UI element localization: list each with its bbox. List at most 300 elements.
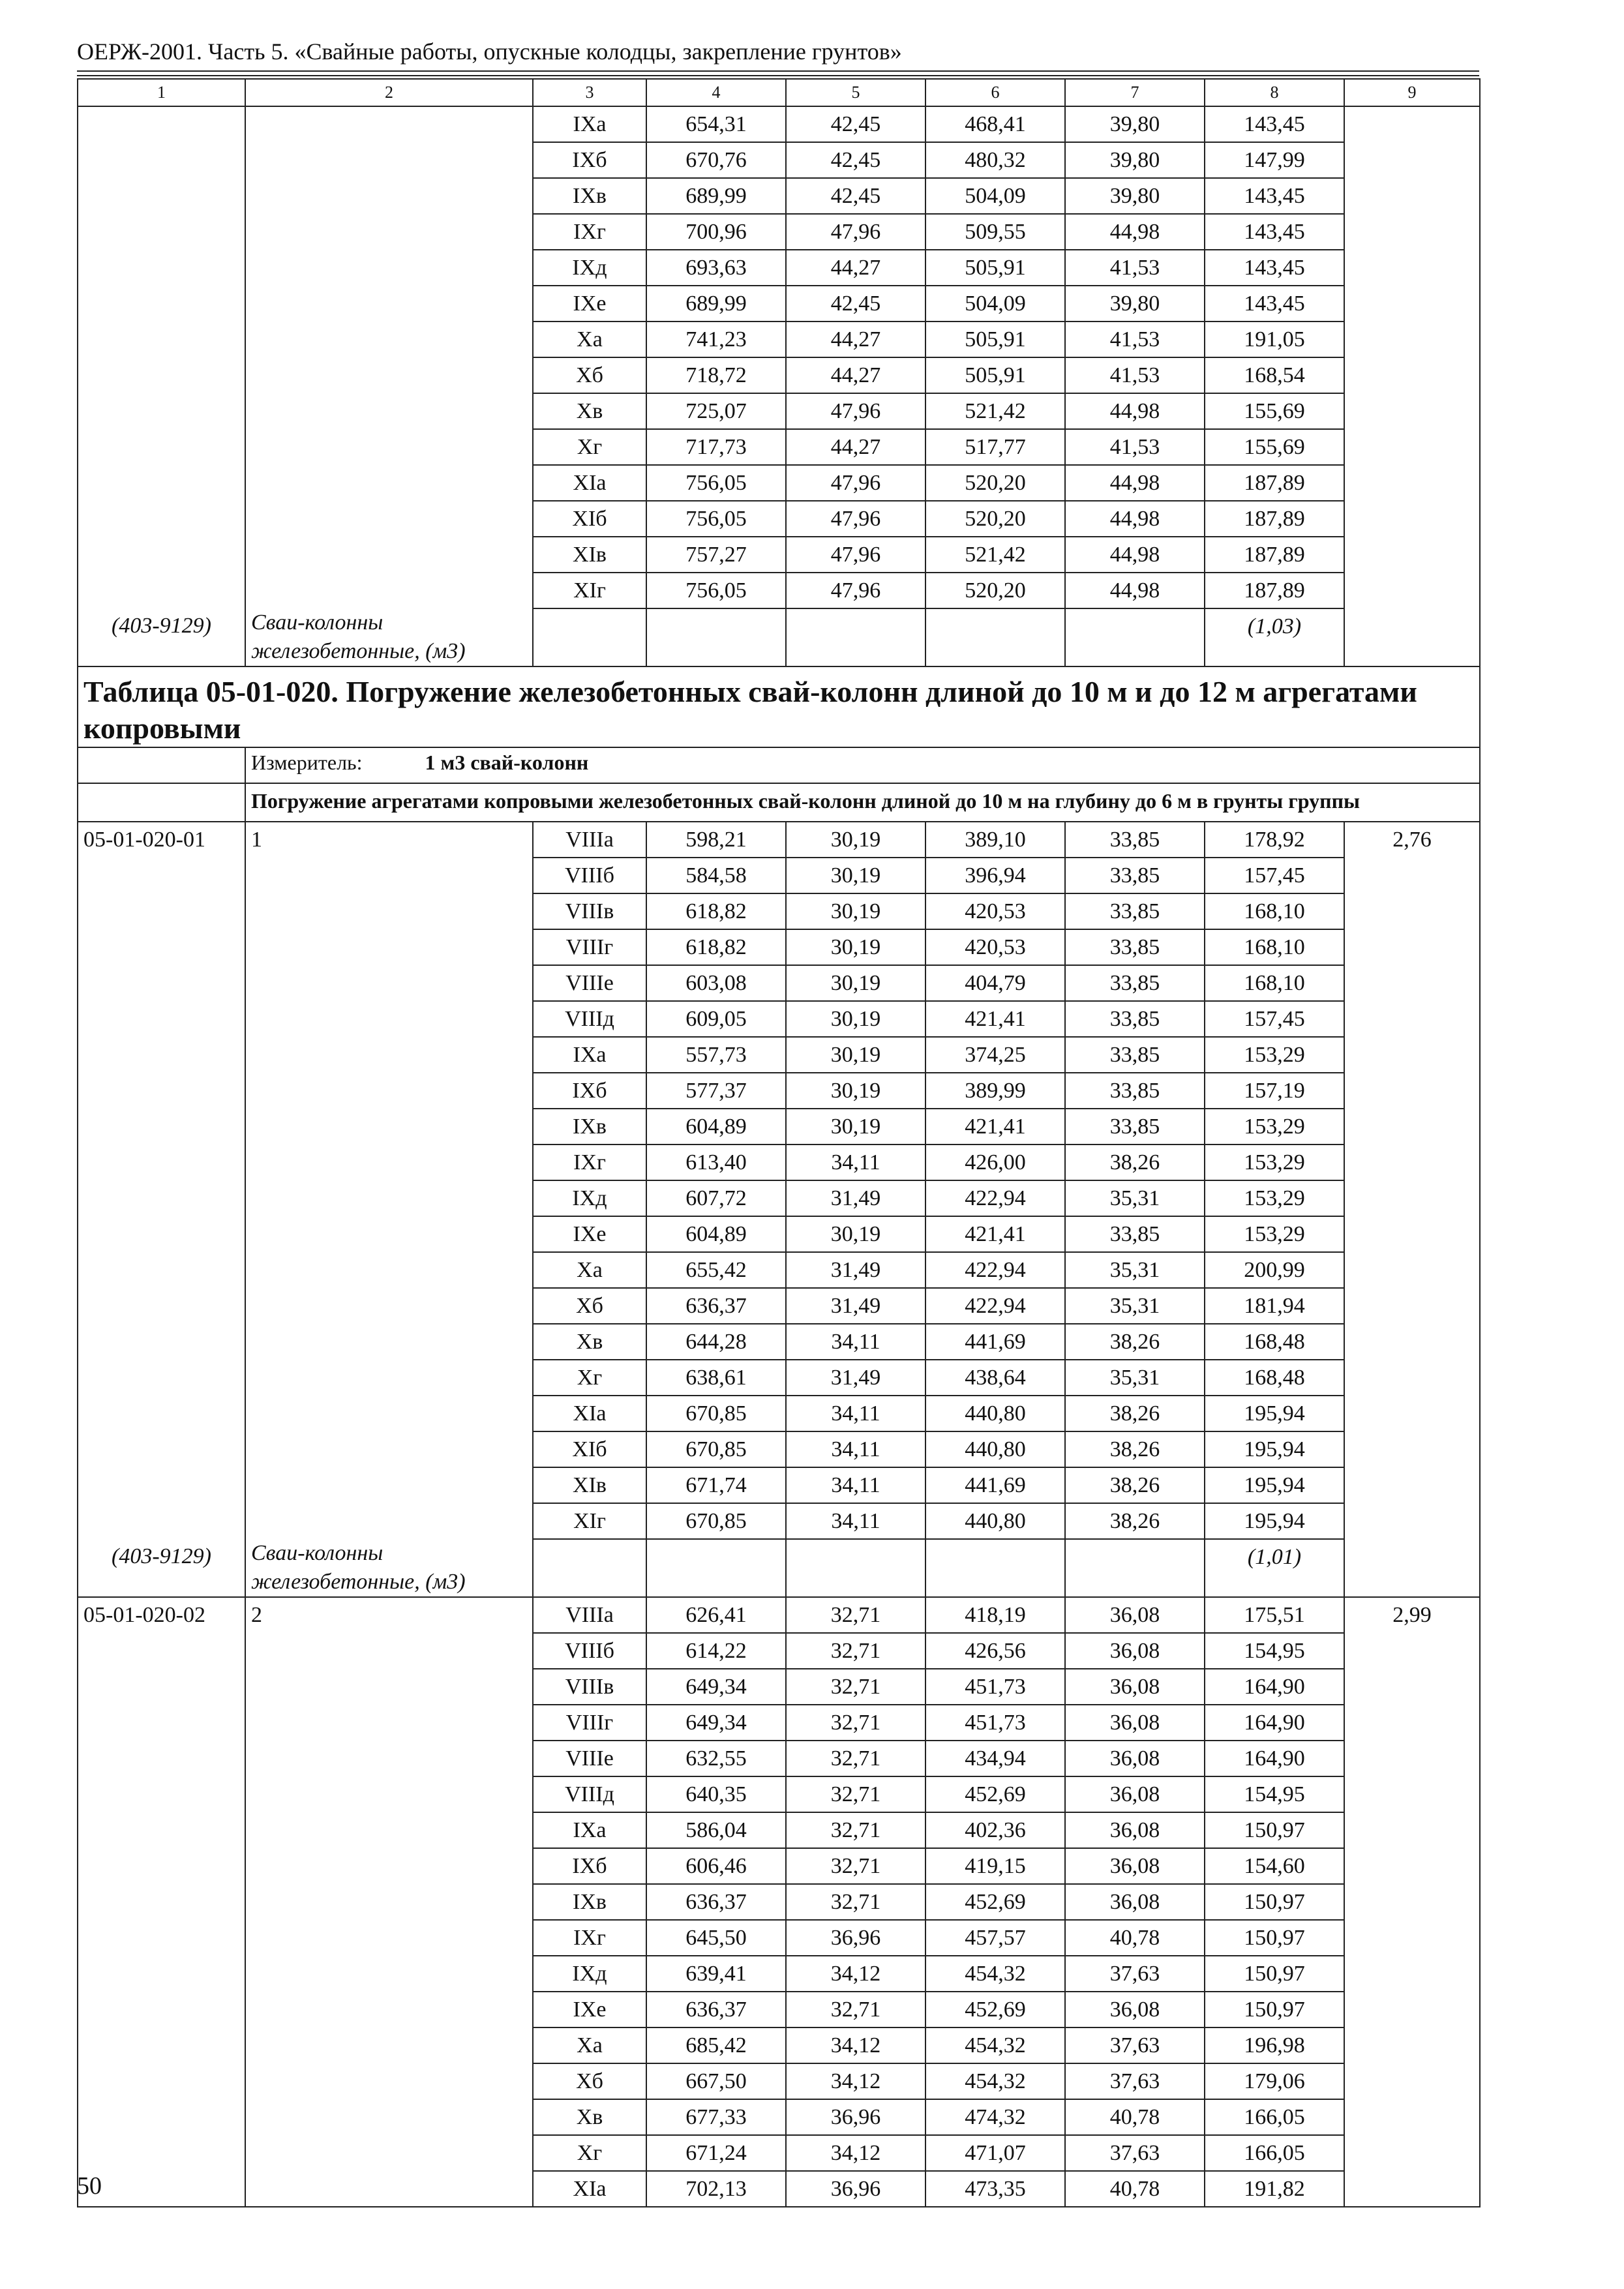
table-row bbox=[78, 1597, 1480, 1633]
column-number: 1 bbox=[78, 79, 245, 106]
value-cell: 41,53 bbox=[1065, 429, 1205, 465]
code-cell bbox=[78, 1467, 245, 1503]
group-cell bbox=[245, 2063, 533, 2099]
value-cell: 30,19 bbox=[786, 1216, 925, 1252]
value-cell: 153,29 bbox=[1205, 1216, 1344, 1252]
value-cell: 35,31 bbox=[1065, 1252, 1205, 1288]
soil-category: IXе bbox=[533, 286, 646, 322]
value-cell: 36,96 bbox=[786, 2171, 925, 2207]
col9-cell bbox=[1344, 1360, 1480, 1396]
value-cell: 187,89 bbox=[1205, 501, 1344, 537]
table-row bbox=[78, 286, 1480, 322]
soil-category: XIа bbox=[533, 1396, 646, 1431]
code-cell bbox=[78, 214, 245, 250]
value-cell: 756,05 bbox=[646, 465, 786, 501]
value-cell: 614,22 bbox=[646, 1633, 786, 1669]
soil-category: XIг bbox=[533, 573, 646, 608]
table-row bbox=[78, 822, 1480, 858]
value-cell: 195,94 bbox=[1205, 1396, 1344, 1431]
value-cell: 191,05 bbox=[1205, 322, 1344, 357]
value-cell: 195,94 bbox=[1205, 1503, 1344, 1539]
soil-category: IXб bbox=[533, 1073, 646, 1109]
value-cell: 39,80 bbox=[1065, 106, 1205, 142]
value-cell: 187,89 bbox=[1205, 537, 1344, 573]
table-row bbox=[78, 537, 1480, 573]
value-cell: 33,85 bbox=[1065, 1001, 1205, 1037]
col9-cell bbox=[1344, 1884, 1480, 1920]
value-cell: 33,85 bbox=[1065, 1037, 1205, 1073]
table-row bbox=[78, 106, 1480, 142]
group-cell bbox=[245, 893, 533, 929]
value-cell: 153,29 bbox=[1205, 1109, 1344, 1144]
value-cell: 191,82 bbox=[1205, 2171, 1344, 2207]
value-cell: 30,19 bbox=[786, 929, 925, 965]
value-cell: 389,99 bbox=[925, 1073, 1065, 1109]
table-row bbox=[78, 1633, 1480, 1669]
soil-category: VIIIг bbox=[533, 1705, 646, 1741]
value-cell: 153,29 bbox=[1205, 1144, 1344, 1180]
soil-category: Xг bbox=[533, 429, 646, 465]
value-cell: 420,53 bbox=[925, 893, 1065, 929]
value-cell: 38,26 bbox=[1065, 1396, 1205, 1431]
group-cell bbox=[245, 1324, 533, 1360]
value-cell: 509,55 bbox=[925, 214, 1065, 250]
col9-cell bbox=[1344, 501, 1480, 537]
value-cell: 34,12 bbox=[786, 1956, 925, 1992]
table-row bbox=[78, 573, 1480, 608]
value-cell: 418,19 bbox=[925, 1597, 1065, 1633]
table-row bbox=[78, 1431, 1480, 1467]
code-cell bbox=[78, 1812, 245, 1848]
value-cell: 44,98 bbox=[1065, 393, 1205, 429]
group-cell bbox=[245, 1144, 533, 1180]
soil-category: IXд bbox=[533, 1956, 646, 1992]
group-cell bbox=[245, 1109, 533, 1144]
value-cell: 34,11 bbox=[786, 1431, 925, 1467]
group-cell bbox=[245, 250, 533, 286]
col9-cell bbox=[1344, 1503, 1480, 1539]
value-cell: 44,98 bbox=[1065, 537, 1205, 573]
table-row bbox=[78, 893, 1480, 929]
value-cell: 34,12 bbox=[786, 2027, 925, 2063]
col9-cell bbox=[1344, 322, 1480, 357]
value-cell: 32,71 bbox=[786, 1776, 925, 1812]
value-cell: 396,94 bbox=[925, 858, 1065, 893]
column-number: 8 bbox=[1205, 79, 1344, 106]
code-cell bbox=[78, 1848, 245, 1884]
value-cell: 670,76 bbox=[646, 142, 786, 178]
group-cell bbox=[245, 1288, 533, 1324]
table-row bbox=[78, 1001, 1480, 1037]
page-header: ОЕРЖ-2001. Часть 5. «Свайные работы, опускные колодцы, закрепление грунтов» bbox=[77, 38, 902, 65]
code-cell bbox=[78, 858, 245, 893]
value-cell: 618,82 bbox=[646, 929, 786, 965]
value-cell: 451,73 bbox=[925, 1669, 1065, 1705]
value-cell: 717,73 bbox=[646, 429, 786, 465]
value-cell: 47,96 bbox=[786, 573, 925, 608]
value-cell: 689,99 bbox=[646, 178, 786, 214]
value-cell: 30,19 bbox=[786, 893, 925, 929]
soil-category: IXе bbox=[533, 1216, 646, 1252]
value-cell: 584,58 bbox=[646, 858, 786, 893]
value-cell: 40,78 bbox=[1065, 2099, 1205, 2135]
soil-category: IXв bbox=[533, 1109, 646, 1144]
value-cell: 638,61 bbox=[646, 1360, 786, 1396]
col9-cell bbox=[1344, 1144, 1480, 1180]
value-cell: 606,46 bbox=[646, 1848, 786, 1884]
value-cell: 36,96 bbox=[786, 2099, 925, 2135]
code-cell bbox=[78, 106, 245, 142]
value-cell: 438,64 bbox=[925, 1360, 1065, 1396]
value-cell: 32,71 bbox=[786, 1669, 925, 1705]
table-row bbox=[78, 465, 1480, 501]
table-row bbox=[78, 1180, 1480, 1216]
value-cell: 32,71 bbox=[786, 1848, 925, 1884]
code-cell bbox=[78, 1920, 245, 1956]
group-cell bbox=[245, 1776, 533, 1812]
table-row bbox=[78, 1741, 1480, 1776]
value-cell: 618,82 bbox=[646, 893, 786, 929]
code-cell bbox=[78, 2027, 245, 2063]
table-row bbox=[78, 1956, 1480, 1992]
value-cell: 670,85 bbox=[646, 1503, 786, 1539]
value-cell: 40,78 bbox=[1065, 2171, 1205, 2207]
col9-cell bbox=[1344, 1741, 1480, 1776]
code-cell bbox=[78, 501, 245, 537]
page-number: 50 bbox=[77, 2172, 102, 2200]
value-cell: 640,35 bbox=[646, 1776, 786, 1812]
value-cell: 677,33 bbox=[646, 2099, 786, 2135]
soil-category: IXб bbox=[533, 142, 646, 178]
value-cell: 150,97 bbox=[1205, 1956, 1344, 1992]
value-cell: 147,99 bbox=[1205, 142, 1344, 178]
empty-cell bbox=[925, 608, 1065, 666]
col9-cell bbox=[1344, 537, 1480, 573]
code-cell bbox=[78, 1324, 245, 1360]
value-cell: 32,71 bbox=[786, 1992, 925, 2027]
value-cell: 452,69 bbox=[925, 1776, 1065, 1812]
value-cell: 38,26 bbox=[1065, 1431, 1205, 1467]
value-cell: 607,72 bbox=[646, 1180, 786, 1216]
code-cell bbox=[78, 2063, 245, 2099]
value-cell: 441,69 bbox=[925, 1467, 1065, 1503]
value-cell: 41,53 bbox=[1065, 322, 1205, 357]
col9-cell bbox=[1344, 1669, 1480, 1705]
group-cell: 2 bbox=[245, 1597, 533, 1633]
value-cell: 166,05 bbox=[1205, 2099, 1344, 2135]
code-cell bbox=[78, 286, 245, 322]
value-cell: 654,31 bbox=[646, 106, 786, 142]
column-number: 5 bbox=[786, 79, 925, 106]
value-cell: 402,36 bbox=[925, 1812, 1065, 1848]
group-cell bbox=[245, 965, 533, 1001]
code-cell bbox=[78, 1360, 245, 1396]
table-row bbox=[78, 1467, 1480, 1503]
table-row bbox=[78, 1216, 1480, 1252]
table-row bbox=[78, 1252, 1480, 1288]
value-cell: 586,04 bbox=[646, 1812, 786, 1848]
col9-cell bbox=[1344, 429, 1480, 465]
code-cell bbox=[78, 1001, 245, 1037]
code-cell bbox=[78, 1252, 245, 1288]
col9-cell: 2,99 bbox=[1344, 1597, 1480, 1633]
value-cell: 168,48 bbox=[1205, 1324, 1344, 1360]
empty-cell bbox=[78, 783, 245, 822]
group-cell bbox=[245, 1741, 533, 1776]
value-cell: 143,45 bbox=[1205, 178, 1344, 214]
col9-cell bbox=[1344, 178, 1480, 214]
column-number: 4 bbox=[646, 79, 786, 106]
value-cell: 42,45 bbox=[786, 106, 925, 142]
group-cell bbox=[245, 1812, 533, 1848]
value-cell: 645,50 bbox=[646, 1920, 786, 1956]
value-cell: 164,90 bbox=[1205, 1741, 1344, 1776]
value-cell: 168,48 bbox=[1205, 1360, 1344, 1396]
group-cell bbox=[245, 2171, 533, 2207]
col9-cell bbox=[1344, 1180, 1480, 1216]
value-cell: 577,37 bbox=[646, 1073, 786, 1109]
value-cell: 37,63 bbox=[1065, 2135, 1205, 2171]
code-cell: 05-01-020-01 bbox=[78, 822, 245, 858]
value-cell: 521,42 bbox=[925, 393, 1065, 429]
value-cell: 179,06 bbox=[1205, 2063, 1344, 2099]
table-row bbox=[78, 858, 1480, 893]
soil-category: VIIIв bbox=[533, 1669, 646, 1705]
soil-category: Xв bbox=[533, 2099, 646, 2135]
group-cell bbox=[245, 858, 533, 893]
value-cell: 520,20 bbox=[925, 465, 1065, 501]
note-row bbox=[78, 1539, 1480, 1597]
value-cell: 421,41 bbox=[925, 1216, 1065, 1252]
col9-cell bbox=[1344, 393, 1480, 429]
value-cell: 35,31 bbox=[1065, 1180, 1205, 1216]
group-cell bbox=[245, 1848, 533, 1884]
empty-cell bbox=[533, 608, 646, 666]
code-cell bbox=[78, 142, 245, 178]
soil-category: IXв bbox=[533, 1884, 646, 1920]
value-cell: 150,97 bbox=[1205, 1920, 1344, 1956]
group-cell bbox=[245, 537, 533, 573]
value-cell: 440,80 bbox=[925, 1431, 1065, 1467]
group-cell bbox=[245, 465, 533, 501]
table-row bbox=[78, 2099, 1480, 2135]
value-cell: 34,11 bbox=[786, 1144, 925, 1180]
soil-category: VIIIа bbox=[533, 1597, 646, 1633]
value-cell: 440,80 bbox=[925, 1396, 1065, 1431]
col9-cell bbox=[1344, 1324, 1480, 1360]
value-cell: 150,97 bbox=[1205, 1812, 1344, 1848]
table-row bbox=[78, 142, 1480, 178]
code-cell bbox=[78, 1503, 245, 1539]
code-cell bbox=[78, 893, 245, 929]
table-row bbox=[78, 429, 1480, 465]
table-row bbox=[78, 214, 1480, 250]
value-cell: 457,57 bbox=[925, 1920, 1065, 1956]
code-cell bbox=[78, 178, 245, 214]
group-cell bbox=[245, 1252, 533, 1288]
code-cell bbox=[78, 2171, 245, 2207]
soil-category: VIIIб bbox=[533, 1633, 646, 1669]
value-cell: 33,85 bbox=[1065, 1109, 1205, 1144]
group-cell bbox=[245, 1073, 533, 1109]
column-number: 2 bbox=[245, 79, 533, 106]
group-cell bbox=[245, 1669, 533, 1705]
code-cell bbox=[78, 573, 245, 608]
group-cell: 1 bbox=[245, 822, 533, 858]
value-cell: 175,51 bbox=[1205, 1597, 1344, 1633]
value-cell: 39,80 bbox=[1065, 178, 1205, 214]
group-cell bbox=[245, 286, 533, 322]
value-cell: 609,05 bbox=[646, 1001, 786, 1037]
value-cell: 38,26 bbox=[1065, 1503, 1205, 1539]
value-cell: 36,96 bbox=[786, 1920, 925, 1956]
measure-value: 1 м3 свай-колонн bbox=[425, 751, 589, 774]
group-cell bbox=[245, 1956, 533, 1992]
group-cell bbox=[245, 393, 533, 429]
code-cell bbox=[78, 1705, 245, 1741]
col9-cell bbox=[1344, 106, 1480, 142]
code-cell bbox=[78, 357, 245, 393]
value-cell: 33,85 bbox=[1065, 858, 1205, 893]
value-cell: 632,55 bbox=[646, 1741, 786, 1776]
table-row bbox=[78, 501, 1480, 537]
empty-cell bbox=[786, 1539, 925, 1597]
value-cell: 671,24 bbox=[646, 2135, 786, 2171]
section-title: Погружение агрегатами копровыми железобетонных свай-колонн длиной до 10 м на глубину до 6 м в грунты группы bbox=[245, 783, 1480, 822]
value-cell: 37,63 bbox=[1065, 1956, 1205, 1992]
value-cell: 157,19 bbox=[1205, 1073, 1344, 1109]
value-cell: 34,12 bbox=[786, 2135, 925, 2171]
value-cell: 39,80 bbox=[1065, 142, 1205, 178]
value-cell: 181,94 bbox=[1205, 1288, 1344, 1324]
value-cell: 671,74 bbox=[646, 1467, 786, 1503]
value-cell: 34,11 bbox=[786, 1324, 925, 1360]
value-cell: 473,35 bbox=[925, 2171, 1065, 2207]
value-cell: 42,45 bbox=[786, 178, 925, 214]
value-cell: 36,08 bbox=[1065, 1812, 1205, 1848]
soil-category: Xв bbox=[533, 1324, 646, 1360]
value-cell: 374,25 bbox=[925, 1037, 1065, 1073]
col9-cell bbox=[1344, 929, 1480, 965]
empty-cell bbox=[78, 747, 245, 783]
code-cell bbox=[78, 393, 245, 429]
group-cell bbox=[245, 142, 533, 178]
table-row bbox=[78, 1812, 1480, 1848]
value-cell: 30,19 bbox=[786, 1001, 925, 1037]
measure-row bbox=[78, 747, 1480, 783]
value-cell: 37,63 bbox=[1065, 2063, 1205, 2099]
soil-category: IXа bbox=[533, 1812, 646, 1848]
col9-cell bbox=[1344, 1812, 1480, 1848]
col9-cell bbox=[1344, 1992, 1480, 2027]
col9-cell bbox=[1344, 214, 1480, 250]
group-cell bbox=[245, 1503, 533, 1539]
col9-cell bbox=[1344, 965, 1480, 1001]
column-number: 3 bbox=[533, 79, 646, 106]
col9-cell bbox=[1344, 286, 1480, 322]
value-cell: 426,00 bbox=[925, 1144, 1065, 1180]
col9-cell: 2,76 bbox=[1344, 822, 1480, 858]
table-row bbox=[78, 1037, 1480, 1073]
note-value: (1,03) bbox=[1205, 608, 1344, 666]
value-cell: 44,98 bbox=[1065, 465, 1205, 501]
section-row bbox=[78, 783, 1480, 822]
value-cell: 38,26 bbox=[1065, 1467, 1205, 1503]
note-code: (403-9129) bbox=[78, 1539, 245, 1597]
code-cell bbox=[78, 1431, 245, 1467]
value-cell: 153,29 bbox=[1205, 1037, 1344, 1073]
value-cell: 451,73 bbox=[925, 1705, 1065, 1741]
code-cell bbox=[78, 1109, 245, 1144]
table-row bbox=[78, 393, 1480, 429]
group-cell bbox=[245, 2027, 533, 2063]
value-cell: 757,27 bbox=[646, 537, 786, 573]
code-cell bbox=[78, 2099, 245, 2135]
code-cell bbox=[78, 1144, 245, 1180]
soil-category: IXв bbox=[533, 178, 646, 214]
value-cell: 44,27 bbox=[786, 322, 925, 357]
value-cell: 693,63 bbox=[646, 250, 786, 286]
col9-cell bbox=[1344, 1288, 1480, 1324]
table-row bbox=[78, 1503, 1480, 1539]
table-row bbox=[78, 1776, 1480, 1812]
code-cell bbox=[78, 929, 245, 965]
code-cell bbox=[78, 1669, 245, 1705]
group-cell bbox=[245, 1467, 533, 1503]
column-number: 6 bbox=[925, 79, 1065, 106]
value-cell: 42,45 bbox=[786, 286, 925, 322]
group-cell bbox=[245, 1396, 533, 1431]
value-cell: 32,71 bbox=[786, 1741, 925, 1776]
value-cell: 452,69 bbox=[925, 1992, 1065, 2027]
value-cell: 35,31 bbox=[1065, 1288, 1205, 1324]
table-row bbox=[78, 2171, 1480, 2207]
code-cell bbox=[78, 1216, 245, 1252]
group-cell bbox=[245, 929, 533, 965]
table-row bbox=[78, 1884, 1480, 1920]
value-cell: 685,42 bbox=[646, 2027, 786, 2063]
table-row bbox=[78, 2135, 1480, 2171]
value-cell: 47,96 bbox=[786, 214, 925, 250]
soil-category: VIIIе bbox=[533, 965, 646, 1001]
value-cell: 636,37 bbox=[646, 1884, 786, 1920]
value-cell: 421,41 bbox=[925, 1001, 1065, 1037]
value-cell: 30,19 bbox=[786, 1073, 925, 1109]
value-cell: 34,11 bbox=[786, 1503, 925, 1539]
soil-category: Xб bbox=[533, 1288, 646, 1324]
table-row bbox=[78, 322, 1480, 357]
value-cell: 421,41 bbox=[925, 1109, 1065, 1144]
value-cell: 33,85 bbox=[1065, 893, 1205, 929]
value-cell: 34,11 bbox=[786, 1467, 925, 1503]
value-cell: 480,32 bbox=[925, 142, 1065, 178]
group-cell bbox=[245, 322, 533, 357]
value-cell: 603,08 bbox=[646, 965, 786, 1001]
code-cell bbox=[78, 1956, 245, 1992]
note-row bbox=[78, 608, 1480, 666]
value-cell: 47,96 bbox=[786, 465, 925, 501]
col9-cell bbox=[1344, 2027, 1480, 2063]
table-row bbox=[78, 1144, 1480, 1180]
soil-category: XIв bbox=[533, 537, 646, 573]
value-cell: 32,71 bbox=[786, 1812, 925, 1848]
value-cell: 168,10 bbox=[1205, 965, 1344, 1001]
soil-category: IXа bbox=[533, 106, 646, 142]
table-row bbox=[78, 1669, 1480, 1705]
value-cell: 36,08 bbox=[1065, 1597, 1205, 1633]
value-cell: 36,08 bbox=[1065, 1884, 1205, 1920]
value-cell: 143,45 bbox=[1205, 214, 1344, 250]
